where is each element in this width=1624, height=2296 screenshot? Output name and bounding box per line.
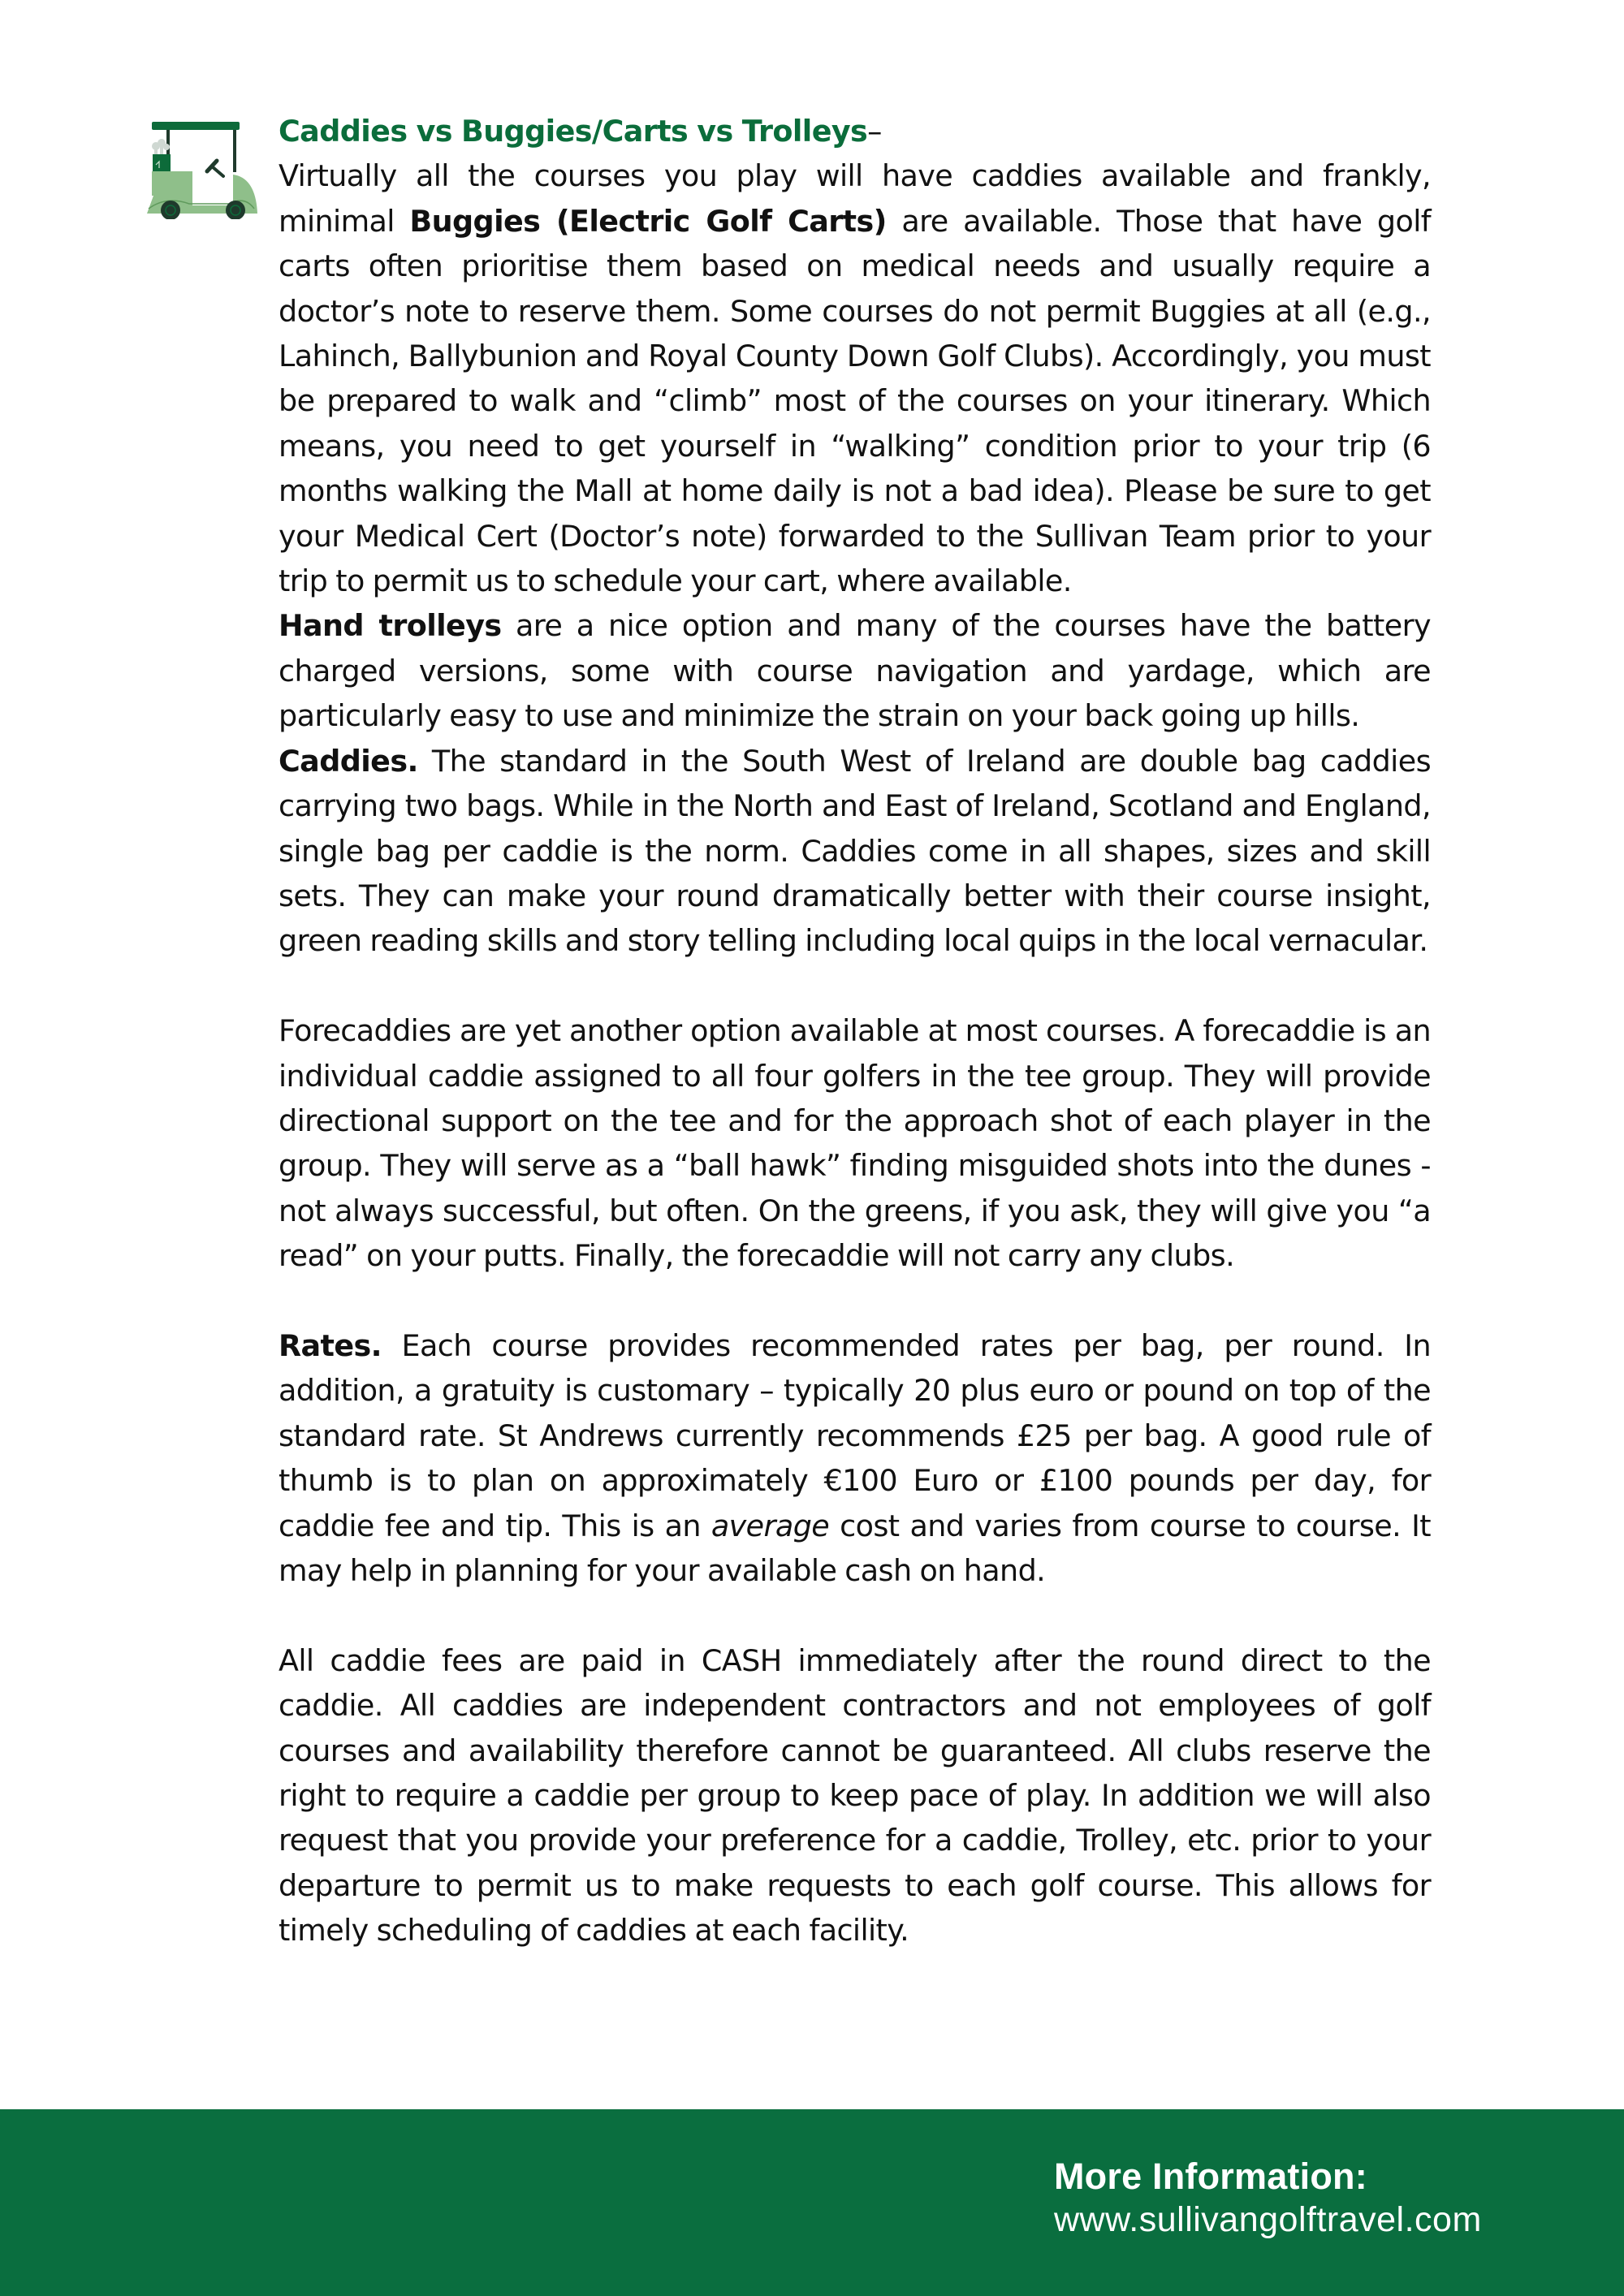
paragraph-text: are available. Those that have golf carts often prioritise them based on medical needs and usually require a doctor’s note to reserve them. Some courses do not permit Buggies at all (e.g., Lahinch, Ballybunion and Royal County Down Golf Clubs). Accordingly, you must be prepared to walk and “climb” most of the courses on your itinerary. Which means, you need to get yourself in “walking” condition prior to your trip (6 months walking the Mall at home daily is not a bad idea). Please be sure to get your Medical Cert (Doctor’s note) forwarded to the Sullivan Team prior to your trip to permit us to schedule your cart, where available. [279, 203, 1432, 599]
paragraph-fees [279, 1638, 1431, 1953]
article-body [279, 109, 1431, 1953]
paragraph-caddies [279, 739, 1431, 964]
paragraph-forecaddies [279, 1008, 1431, 1278]
paragraph-text: Forecaddies are yet another option available at most courses. A forecaddie is an individual caddie assigned to all four golfers in the tee group. They will provide directional support on the tee and for the approach shot of each player in the group. They will serve as a “ball hawk” finding misguided shots into the dunes - not always successful, but often. On the greens, if you ask, they will give you “a read” on your putts. Finally, the forecaddie will not carry any clubs. [279, 1013, 1431, 1274]
italic-term-average: average [710, 1508, 830, 1543]
paragraph-text: are a nice option and many of the courses have the battery charged versions, some with course navigation and yardage, which are particularly easy to use and minimize the strain on your back going up hills. [279, 608, 1431, 734]
bold-term-buggies: Buggies (Electric Golf Carts) [409, 203, 887, 239]
paragraph-text: Virtually all the courses you play will have caddies available and frankly, minimal [279, 158, 1431, 239]
paragraph-buggies [279, 153, 1431, 603]
bold-term-rates: Rates. [279, 1327, 382, 1363]
paragraph-rates [279, 1323, 1431, 1593]
paragraph-text: cost and varies from course to course. It may help in planning for your available cash on hand. [279, 1508, 1432, 1588]
paragraph-text: The standard in the South West of Ireland are double bag caddies carrying two bags. While in the North and East of Ireland, Scotland and England, single bag per caddie is the norm. Caddies come in all shapes, sizes and skill sets. They can make your round dramatically better with their course insight, green reading skills and story telling including local quips in the local vernacular. [279, 743, 1431, 959]
section-title-dash: – [867, 114, 882, 149]
paragraph-trolleys [279, 603, 1431, 738]
footer-banner [0, 2109, 1624, 2296]
bold-term-trolleys: Hand trolleys [279, 608, 502, 644]
footer-heading: More Information: [1054, 2156, 1367, 2197]
bold-term-caddies: Caddies. [279, 743, 418, 779]
paragraph-text: All caddie fees are paid in CASH immediately after the round direct to the caddie. All caddies are independent contractors and not employees of golf courses and availability therefore cannot be guaranteed. All clubs reserve the right to require a caddie per group to keep pace of play. In addition we will also request that you provide your preference for a caddie, Trolley, etc. prior to your departure to permit us to make requests to each golf course. This allows for timely scheduling of caddies at each facility. [279, 1642, 1431, 1949]
section-heading [279, 109, 1431, 153]
golf-cart-icon [142, 118, 260, 219]
section-title: Caddies vs Buggies/Carts vs Trolleys [279, 114, 868, 149]
paragraph-text: Each course provides recommended rates per bag, per round. In addition, a gratuity is customary – typically 20 plus euro or pound on top of the standard rate. St Andrews currently recommends £25 per bag. A good rule of thumb is to plan on approximately €100 Euro or £100 pounds per day, for caddie fee and tip. This is an [279, 1327, 1431, 1543]
website-link[interactable]: www.sullivangolftravel.com [1054, 2200, 1482, 2239]
